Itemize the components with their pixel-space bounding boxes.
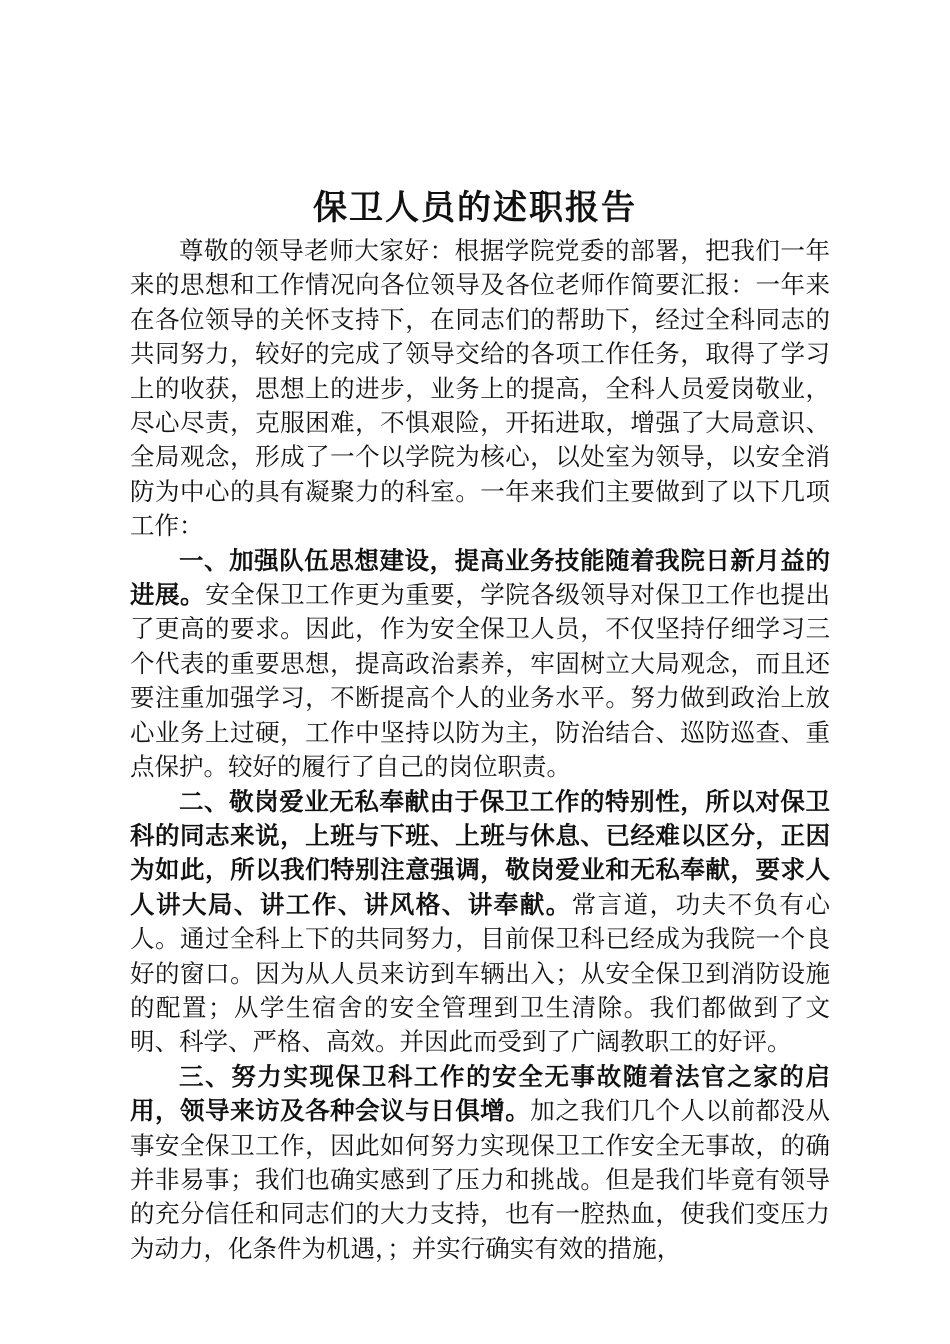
document-body <box>130 234 830 1266</box>
section-heading: 二、敬岗爱业无私奉献由于保卫工作的特别性，所以对保卫科的同志来说，上班与下班、上班与休息、已经难以区分，正因为如此，所以我们特别注意强调，敬岗爱业和无私奉献，要求人人讲大局、讲工作、讲风格、讲奉献。 <box>130 786 830 919</box>
paragraph-section-1 <box>130 544 830 785</box>
paragraph-text: 安全保卫工作更为重要，学院各级领导对保卫工作也提出了更高的要求。因此，作为安全保卫人员，不仅坚持仔细学习三个代表的重要思想，提高政治素养，牢固树立大局观念，而且还要注重加强学习，不断提高个人的业务水平。努力做到政治上放心业务上过硬，工作中坚持以防为主，防治结合、巡防巡查、重点保护。较好的履行了自己的岗位职责。 <box>130 580 831 782</box>
paragraph-section-3 <box>130 1060 830 1266</box>
document-title: 保卫人员的述职报告 <box>313 188 637 228</box>
paragraph-intro <box>130 234 830 544</box>
paragraph-text: 加之我们几个人以前都没从事安全保卫工作，因此如何努力实现保卫工作安全无事故，的确并非易事；我们也确实感到了压力和挑战。但是我们毕竟有领导的充分信任和同志们的大力支持，也有一腔热血，使我们变压力为动力，化条件为机遇，；并实行确实有效的措施， <box>130 1096 830 1263</box>
paragraph-text: 尊敬的领导老师大家好：根据学院党委的部署，把我们一年来的思想和工作情况向各位领导及各位老师作简要汇报：一年来在各位领导的关怀支持下，在同志们的帮助下，经过全科同志的共同努力，较好的完成了领导交给的各项工作任务，取得了学习上的收获，思想上的进步，业务上的提高，全科人员爱岗敬业，尽心尽责，克服困难，不惧艰险，开拓进取，增强了大局意识、全局观念，形成了一个以学院为核心，以处室为领导，以安全消防为中心的具有凝聚力的科室。一年来我们主要做到了以下几项工作： <box>130 236 830 541</box>
section-heading: 三、努力实现保卫科工作的安全无事故随着法官之家的启用，领导来访及各种会议与日俱增。 <box>130 1061 830 1126</box>
paragraph-section-2 <box>130 785 830 1060</box>
section-heading: 一、加强队伍思想建设，提高业务技能随着我院日新月益的进展。 <box>130 545 830 610</box>
paragraph-text: 常言道，功夫不负有心人。通过全科上下的共同努力，目前保卫科已经成为我院一个良好的窗口。因为从人员来访到车辆出入；从安全保卫到消防设施的配置；从学生宿舍的安全管理到卫生清除。我们都做到了文明、科学、严格、高效。并因此而受到了广阔教职工的好评。 <box>130 889 830 1057</box>
